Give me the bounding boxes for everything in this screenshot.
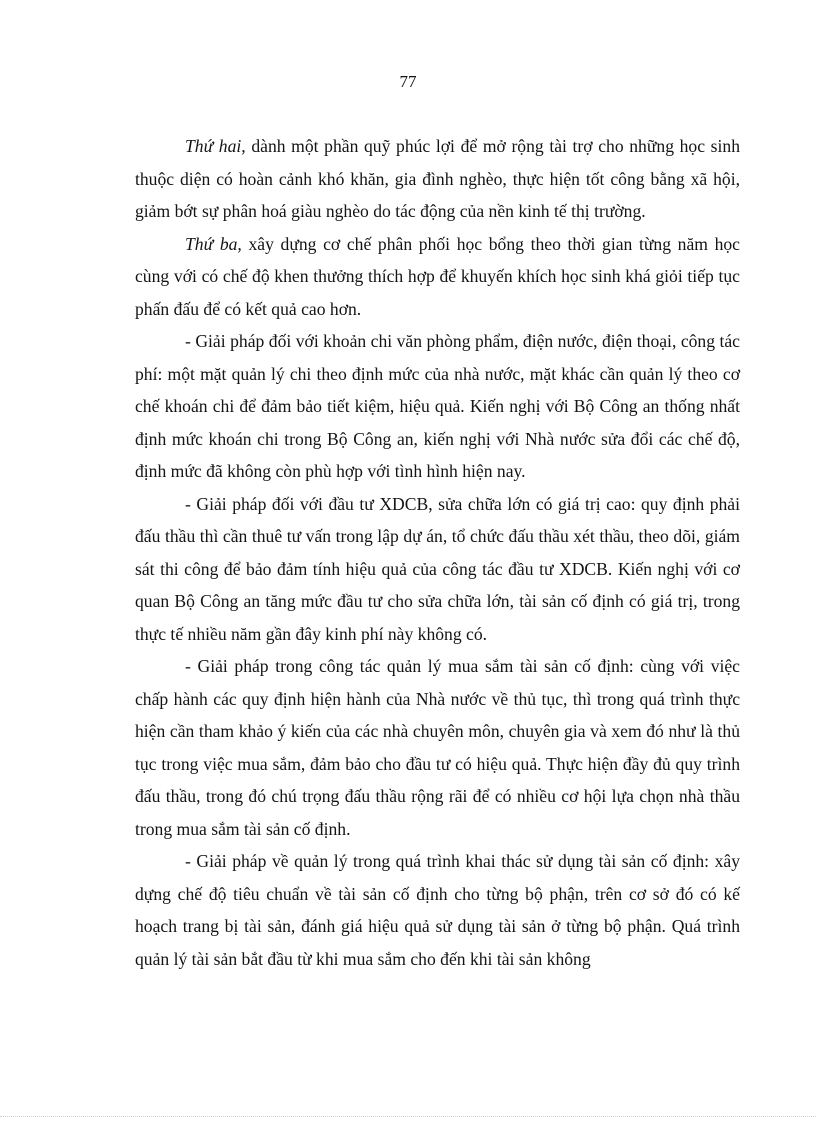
paragraph xyxy=(135,650,740,845)
paragraph-text: - Giải pháp đối với khoản chi văn phòng phẩm, điện nước, điện thoại, công tác phí: một mặt quản lý chi theo định mức của nhà nước, mặt khác cần quản lý theo cơ chế khoán chi để đảm bảo tiết kiệm, hiệu quả. Kiến nghị với Bộ Công an thống nhất định mức khoán chi trong Bộ Công an, kiến nghị với Nhà nước sửa đổi các chế độ, định mức đã không còn phù hợp với tình hình hiện nay. xyxy=(135,331,740,481)
paragraph-text: - Giải pháp trong công tác quản lý mua sắm tài sản cố định: cùng với việc chấp hành các quy định hiện hành của Nhà nước về thủ tục, thì trong quá trình thực hiện cần tham khảo ý kiến của các nhà chuyên môn, chuyên gia và xem đó như là thủ tục trong việc mua sắm, đảm bảo cho đầu tư có hiệu quả. Thực hiện đầy đủ quy trình đấu thầu, trong đó chú trọng đấu thầu rộng rãi để có nhiều cơ hội lựa chọn nhà thầu trong mua sắm tài sản cố định. xyxy=(135,656,740,839)
paragraph xyxy=(135,845,740,975)
paragraph xyxy=(135,488,740,651)
paragraph-lead: Thứ hai, xyxy=(185,136,246,156)
paragraph-text: - Giải pháp đối với đầu tư XDCB, sửa chữa lớn có giá trị cao: quy định phải đấu thầu thì cần thuê tư vấn trong lập dự án, tổ chức đấu thầu xét thầu, theo dõi, giám sát thi công để bảo đảm tính hiệu quả của công tác đầu tư XDCB. Kiến nghị với cơ quan Bộ Công an tăng mức đầu tư cho sửa chữa lớn, tài sản cố định có giá trị, trong thực tế nhiều năm gần đây kinh phí này không có. xyxy=(135,493,740,644)
paragraph-text: - Giải pháp về quản lý trong quá trình khai thác sử dụng tài sản cố định: xây dựng chế độ tiêu chuẩn về tài sản cố định cho từng bộ phận, trên cơ sở đó có kế hoạch trang bị tài sản, đánh giá hiệu quả sử dụng tài sản ở từng bộ phận. Quá trình quản lý tài sản bắt đầu từ khi mua sắm cho đến khi tài sản không xyxy=(135,851,740,969)
paragraph xyxy=(135,130,740,228)
paragraph xyxy=(135,228,740,326)
paragraph-lead: Thứ ba, xyxy=(185,233,242,254)
body-text xyxy=(135,130,740,975)
paragraph-text: xây dựng cơ chế phân phối học bổng theo thời gian từng năm học cùng với có chế độ khen thưởng thích hợp để khuyến khích học sinh khá giỏi tiếp tục phấn đấu để có kết quả cao hơn. xyxy=(135,233,740,319)
page-number: 77 xyxy=(399,72,417,91)
page-bottom-divider xyxy=(0,1116,816,1117)
paragraph-text: dành một phần quỹ phúc lợi để mở rộng tài trợ cho những học sinh thuộc diện có hoàn cảnh khó khăn, gia đình nghèo, thực hiện tốt công bằng xã hội, giảm bớt sự phân hoá giàu nghèo do tác động của nền kinh tế thị trường. xyxy=(135,136,740,221)
paragraph xyxy=(135,325,740,488)
